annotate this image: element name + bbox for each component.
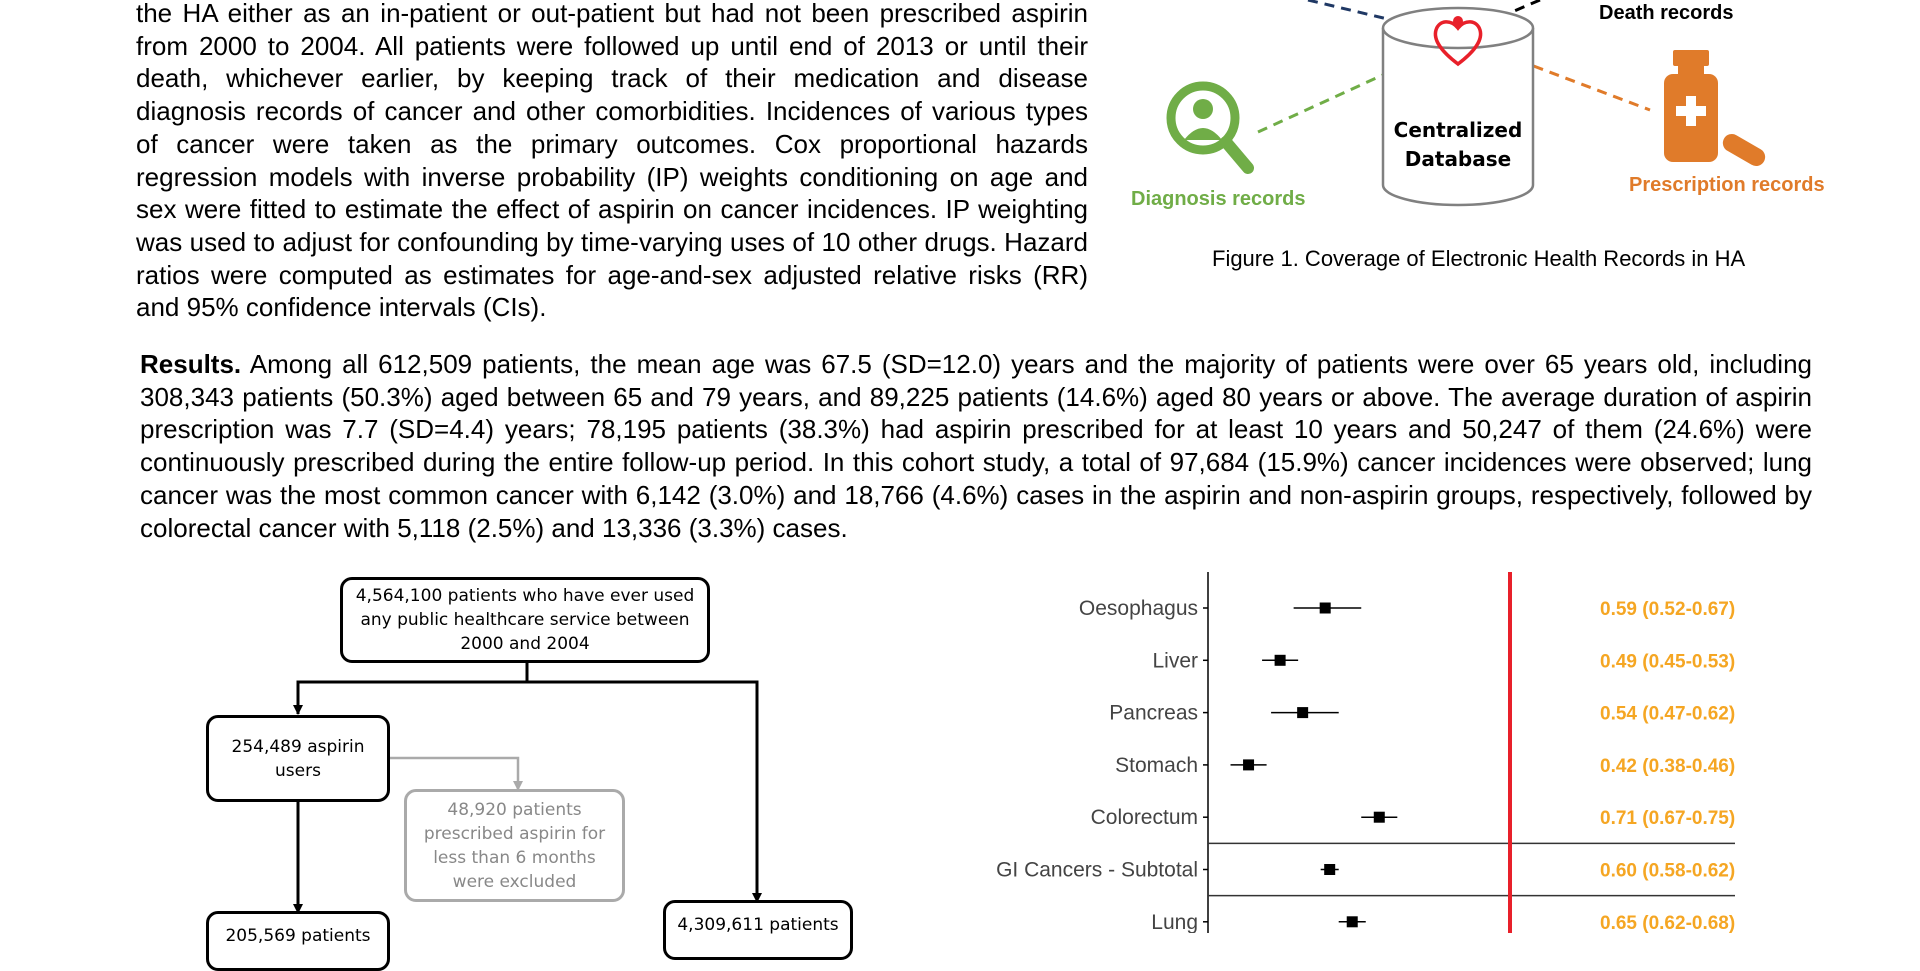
category-label: Colorectum bbox=[1090, 806, 1198, 830]
methods-paragraph: the HA either as an in-patient or out-patient but had not been prescribed aspirin from 2000 to 2004. All patients were followed up until end of 2013 or until their death, whichever earlier, by keeping track of their medication and disease diagnosis records of cancer and other comorbidities. Incidences of various types of cancer were taken as the primary outcomes. Cox proportional hazards regression models with inverse probability (IP) weights conditioning on age and sex were fitted to estimate the effect of aspirin on cancer incidences. IP weighting was used to adjust for confounding by time-varying uses of 10 other drugs. Hazard ratios were computed as estimates for age-and-sex adjusted relative risks (RR) and 95% confidence intervals (CIs). bbox=[136, 0, 1088, 323]
point-estimate bbox=[1320, 603, 1331, 614]
point-estimate bbox=[1275, 655, 1286, 666]
estimate-label: 0.71 (0.67-0.75) bbox=[1600, 808, 1736, 830]
death-records-label: Death records bbox=[1599, 2, 1734, 24]
diagnosis-records-label: Diagnosis records bbox=[1131, 188, 1306, 210]
flowchart-box-aspirin-cohort: 205,569 patients bbox=[206, 911, 390, 971]
prescription-records-label: Prescription records bbox=[1629, 174, 1825, 196]
database-label-line2: Database bbox=[1404, 147, 1512, 171]
estimate-label: 0.49 (0.45-0.53) bbox=[1600, 651, 1736, 673]
flowchart-box-total-patients: 4,564,100 patients who have ever used any public healthcare service between 2000 and 2004 bbox=[340, 577, 710, 663]
medicine-bottle-icon bbox=[1664, 50, 1770, 171]
estimate-label: 0.54 (0.47-0.62) bbox=[1600, 703, 1736, 725]
results-text: Among all 612,509 patients, the mean age was 67.5 (SD=12.0) years and the majority of patients were over 65 years old, including 308,343 patients (50.3%) aged between 65 and 79 years, and 89,225 patients (14.6%) aged 80 years or above. The average duration of aspirin prescription was 7.7 (SD=4.4) years; 78,195 patients (38.3%) had aspirin prescribed for at least 10 years and 50,247 of them (24.6%) were continuously prescribed during the entire follow-up period. In this cohort study, a total of 97,684 (15.9%) cancer incidences were observed; lung cancer was the most common cancer with 6,142 (3.0%) and 18,766 (4.6%) cases in the aspirin and non-aspirin groups, respectively, followed by colorectal cancer with 5,118 (2.5%) and 13,336 (3.3%) cases. bbox=[140, 349, 1812, 543]
results-heading: Results. bbox=[140, 349, 242, 379]
category-label: Oesophagus bbox=[1078, 597, 1198, 620]
point-estimate bbox=[1297, 707, 1308, 718]
flowchart-box-non-aspirin-cohort: 4,309,611 patients bbox=[663, 900, 853, 960]
category-label: Lung bbox=[1151, 910, 1198, 933]
flowchart-box-excluded: 48,920 patients prescribed aspirin for less than 6 months were excluded bbox=[404, 789, 625, 902]
point-estimate bbox=[1374, 812, 1385, 823]
flowchart-box-aspirin-users: 254,489 aspirin users bbox=[206, 715, 390, 802]
database-cylinder-icon bbox=[1383, 8, 1533, 205]
point-estimate bbox=[1243, 759, 1254, 770]
estimate-label: 0.59 (0.52-0.67) bbox=[1600, 599, 1736, 620]
results-paragraph bbox=[140, 348, 1812, 544]
estimate-label: 0.60 (0.58-0.62) bbox=[1600, 860, 1736, 882]
category-label: GI Cancers - Subtotal bbox=[996, 858, 1198, 882]
magnifier-person-icon bbox=[1171, 86, 1248, 168]
forest-plot bbox=[960, 570, 1780, 933]
estimate-label: 0.65 (0.62-0.68) bbox=[1600, 912, 1736, 933]
category-label: Liver bbox=[1152, 649, 1198, 673]
category-label: Pancreas bbox=[1109, 701, 1198, 725]
figure1-caption: Figure 1. Coverage of Electronic Health Records in HA bbox=[1212, 246, 1746, 271]
category-label: Stomach bbox=[1115, 753, 1198, 777]
estimate-label: 0.42 (0.38-0.46) bbox=[1600, 755, 1736, 777]
database-label-line1: Centralized bbox=[1393, 118, 1523, 142]
point-estimate bbox=[1347, 916, 1358, 927]
point-estimate bbox=[1324, 864, 1335, 875]
